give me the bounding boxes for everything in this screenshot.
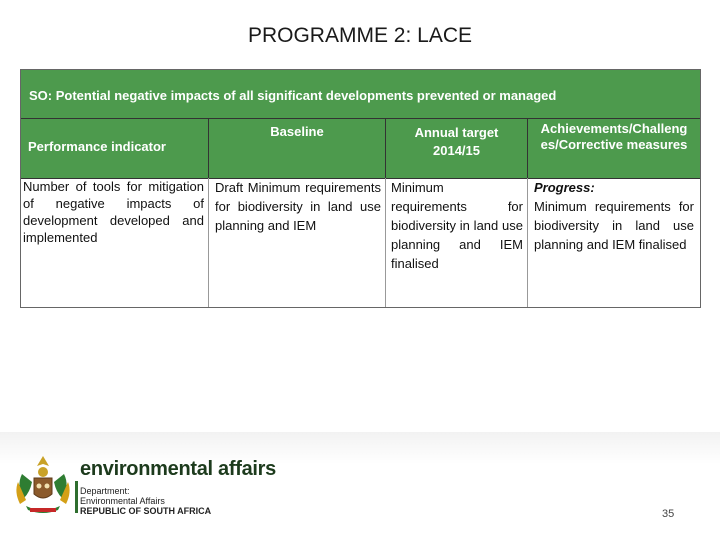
department-line-3: REPUBLIC OF SOUTH AFRICA xyxy=(80,506,212,516)
header-baseline-label: Baseline xyxy=(270,124,324,139)
baseline-text: Draft Minimum requirements for biodiversity in land use planning and IEM xyxy=(215,180,381,233)
cell-indicator xyxy=(21,178,208,307)
header-achievements-label: Achievements/Challeng es/Corrective measures xyxy=(540,121,688,152)
cell-target xyxy=(385,178,527,307)
indicator-text: Number of tools for mitigation of negative impacts of development developed and implemented xyxy=(23,179,204,245)
department-block xyxy=(80,486,211,516)
header-target-label: Annual target 2014/15 xyxy=(414,125,499,158)
cell-achievements xyxy=(527,178,700,307)
table-header-row xyxy=(21,119,700,179)
target-text: Minimum requirements for biodiversity in land use planning and IEM finalised xyxy=(391,180,523,271)
header-annual-target xyxy=(385,119,527,178)
department-line-2: Environmental Affairs xyxy=(80,496,165,506)
progress-label: Progress: xyxy=(534,180,595,195)
logo-divider xyxy=(75,481,78,513)
header-achievements xyxy=(527,119,700,178)
brand-name: environmental affairs xyxy=(80,458,276,480)
cell-baseline xyxy=(208,178,385,307)
slide-title: PROGRAMME 2: LACE xyxy=(247,24,473,47)
department-line-1: Department: xyxy=(80,486,130,496)
table-row xyxy=(21,178,700,307)
strategic-objective-row: SO: Potential negative impacts of all significant developments prevented or managed xyxy=(21,70,700,119)
page-number: 35 xyxy=(662,508,675,520)
performance-table xyxy=(20,69,701,308)
header-baseline xyxy=(208,119,385,178)
header-indicator-label: Performance indicator xyxy=(28,139,166,154)
header-performance-indicator xyxy=(21,119,208,178)
coat-of-arms-icon xyxy=(12,452,74,518)
progress-text: Minimum requirements for biodiversity in land use planning and IEM finalised xyxy=(534,199,694,252)
